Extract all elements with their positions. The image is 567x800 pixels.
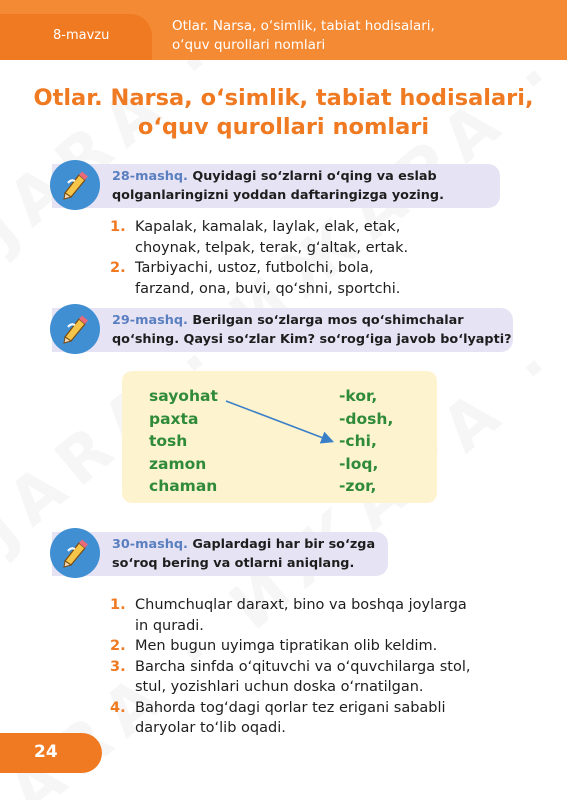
root-word: zamon bbox=[149, 454, 207, 473]
exercise-28-list bbox=[110, 217, 408, 299]
suffix: -loq, bbox=[339, 454, 379, 473]
exercise-30-number: 30-mashq. bbox=[112, 537, 188, 552]
root-word: tosh bbox=[149, 432, 188, 451]
page-number: 24 bbox=[34, 742, 58, 762]
suffix: -kor, bbox=[339, 387, 378, 405]
pencil-icon bbox=[59, 169, 91, 201]
list-item-number: 1. bbox=[110, 597, 126, 613]
suffix-list bbox=[339, 385, 393, 498]
exercise-30-icon-badge bbox=[50, 528, 100, 578]
exercise-30-list bbox=[110, 595, 470, 739]
list-item-number: 3. bbox=[110, 658, 126, 675]
list-item-line: Bahorda tog‘dagi qorlar tez erigani sababli bbox=[135, 699, 446, 716]
exercise-29-number: 29-mashq. bbox=[112, 313, 188, 328]
exercise-29-instruction bbox=[112, 311, 512, 349]
exercise-28-number: 28-mashq. bbox=[112, 169, 188, 184]
suffix: -dosh, bbox=[339, 409, 394, 428]
list-item-line: Tarbiyachi, ustoz, futbolchi, bola, bbox=[135, 260, 374, 276]
header-title-line2: o‘quv qurollari nomlari bbox=[172, 37, 326, 53]
root-word: chaman bbox=[149, 477, 218, 496]
exercise-30-line1: Gaplardagi har bir so‘zga bbox=[192, 537, 376, 552]
page-title bbox=[20, 84, 547, 142]
list-item bbox=[110, 258, 408, 299]
list-item-line: daryolar to‘lib oqadi. bbox=[135, 720, 286, 736]
exercise-29-line2: qo‘shing. Qaysi so‘zlar Kim? so‘rog‘iga javob bo‘lyapti? bbox=[112, 332, 512, 347]
list-item-line: Barcha sinfda o‘qituvchi va o‘quvchilarga stol, bbox=[135, 658, 471, 675]
header-title-line1: Otlar. Narsa, o‘simlik, tabiat hodisalari, bbox=[172, 18, 435, 34]
exercise-29-icon-badge bbox=[50, 304, 100, 354]
exercise-28-line1: Quyidagi so‘zlarni o‘qing va eslab bbox=[192, 169, 437, 184]
root-word: paxta bbox=[149, 409, 199, 428]
list-item-line: choynak, telpak, terak, g‘altak, ertak. bbox=[135, 239, 409, 256]
suffix: -zor, bbox=[339, 477, 377, 496]
list-item-line: Men bugun uyimga tipratikan olib keldim. bbox=[135, 638, 438, 654]
exercise-28-line2: qolganlaringizni yoddan daftaringizga yozing. bbox=[112, 188, 444, 203]
list-item bbox=[110, 636, 470, 657]
page-title-line1: Otlar. Narsa, o‘simlik, tabiat hodisalari, bbox=[33, 85, 534, 111]
root-word: sayohat bbox=[149, 387, 218, 405]
list-item-line: farzand, ona, buvi, qo‘shni, sportchi. bbox=[135, 280, 401, 297]
pencil-icon bbox=[59, 313, 91, 345]
list-item bbox=[110, 217, 408, 258]
list-item-line: stul, yozishlari uchun doska o‘rnatilgan. bbox=[135, 679, 424, 695]
exercise-28-instruction bbox=[112, 167, 444, 205]
list-item bbox=[110, 698, 470, 739]
page-title-line2: o‘quv qurollari nomlari bbox=[137, 114, 430, 140]
list-item bbox=[110, 657, 470, 698]
list-item-line: Chumchuqlar daraxt, bino va boshqa joylarga bbox=[135, 597, 467, 613]
list-item-line: in quradi. bbox=[135, 617, 204, 634]
exercise-30-instruction bbox=[112, 535, 375, 573]
pencil-icon bbox=[59, 537, 91, 569]
list-item-number: 1. bbox=[110, 219, 126, 235]
exercise-28-icon-badge bbox=[50, 160, 100, 210]
exercise-29-line1: Berilgan so‘zlarga mos qo‘shimchalar bbox=[192, 313, 464, 328]
list-item-line: Kapalak, kamalak, laylak, elak, etak, bbox=[135, 219, 401, 235]
exercise-30-line2: so‘roq bering va otlarni aniqlang. bbox=[112, 556, 355, 571]
list-item-number: 2. bbox=[110, 638, 126, 654]
root-word-list bbox=[149, 385, 218, 498]
list-item bbox=[110, 595, 470, 636]
suffix: -chi, bbox=[339, 432, 377, 451]
list-item-number: 4. bbox=[110, 699, 126, 716]
topic-label: 8-mavzu bbox=[53, 28, 110, 43]
header-title bbox=[172, 17, 552, 55]
list-item-number: 2. bbox=[110, 260, 126, 276]
